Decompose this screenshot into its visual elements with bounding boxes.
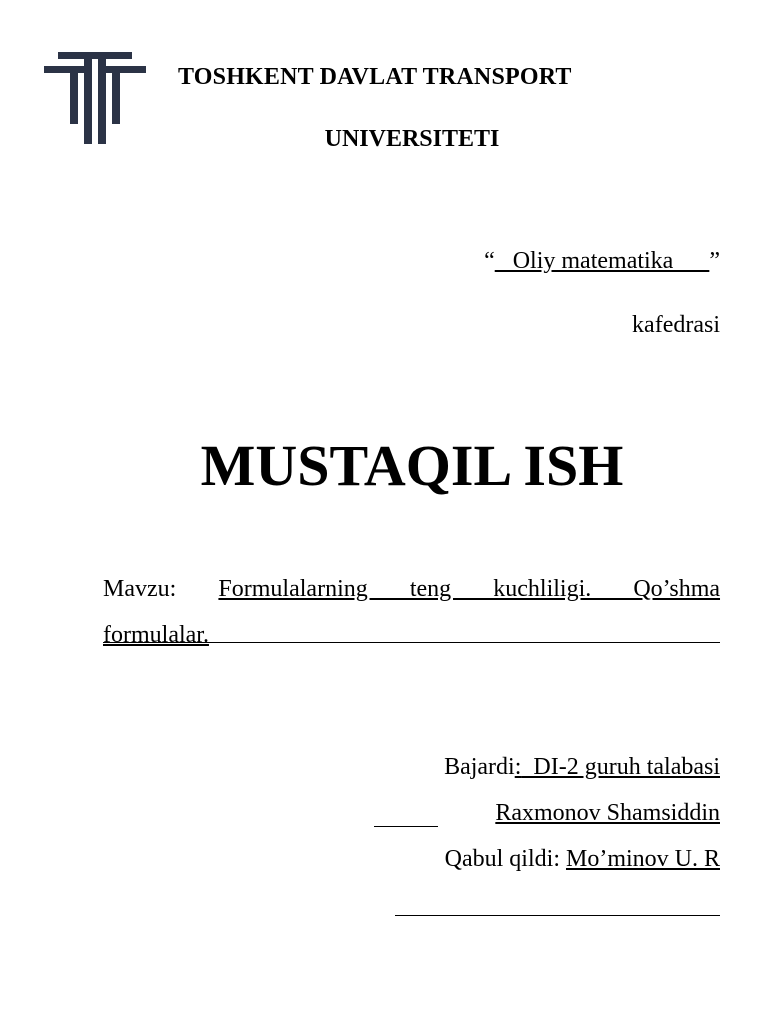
topic-line2 [103, 612, 720, 648]
performed-label: Bajardi [444, 754, 515, 780]
department-name [484, 248, 720, 275]
document-title: MUSTAQIL ISH [200, 433, 624, 498]
performed-by-line [444, 754, 720, 781]
topic-line1 [103, 566, 720, 612]
accepted-by-line [445, 846, 720, 873]
topic-text-line2: formulalar. [103, 622, 209, 648]
performed-group: DI-2 guruh talabasi [521, 754, 720, 780]
open-quote: “ [484, 248, 495, 274]
topic-label: Mavzu: [103, 576, 177, 602]
student-name-line [495, 800, 720, 827]
topic-text-line1: Formulalarning teng kuchliligi. Qo’shma [218, 576, 721, 602]
signature-blank-line [395, 915, 720, 916]
university-name-line2: UNIVERSITETI [324, 126, 500, 152]
student-name: Raxmonov Shamsiddin [495, 800, 720, 826]
university-name-line1: TOSHKENT DAVLAT TRANSPORT [178, 64, 572, 90]
student-name-underline-pad [374, 826, 438, 827]
accepted-name: Mo’minov U. R [565, 846, 720, 872]
accepted-label: Qabul qildi: [444, 846, 566, 872]
performed-colon: : [514, 754, 522, 780]
department-label: kafedrasi [632, 312, 720, 338]
close-quote: ” [709, 248, 720, 274]
department-name-text: Oliy matematika [494, 248, 710, 274]
